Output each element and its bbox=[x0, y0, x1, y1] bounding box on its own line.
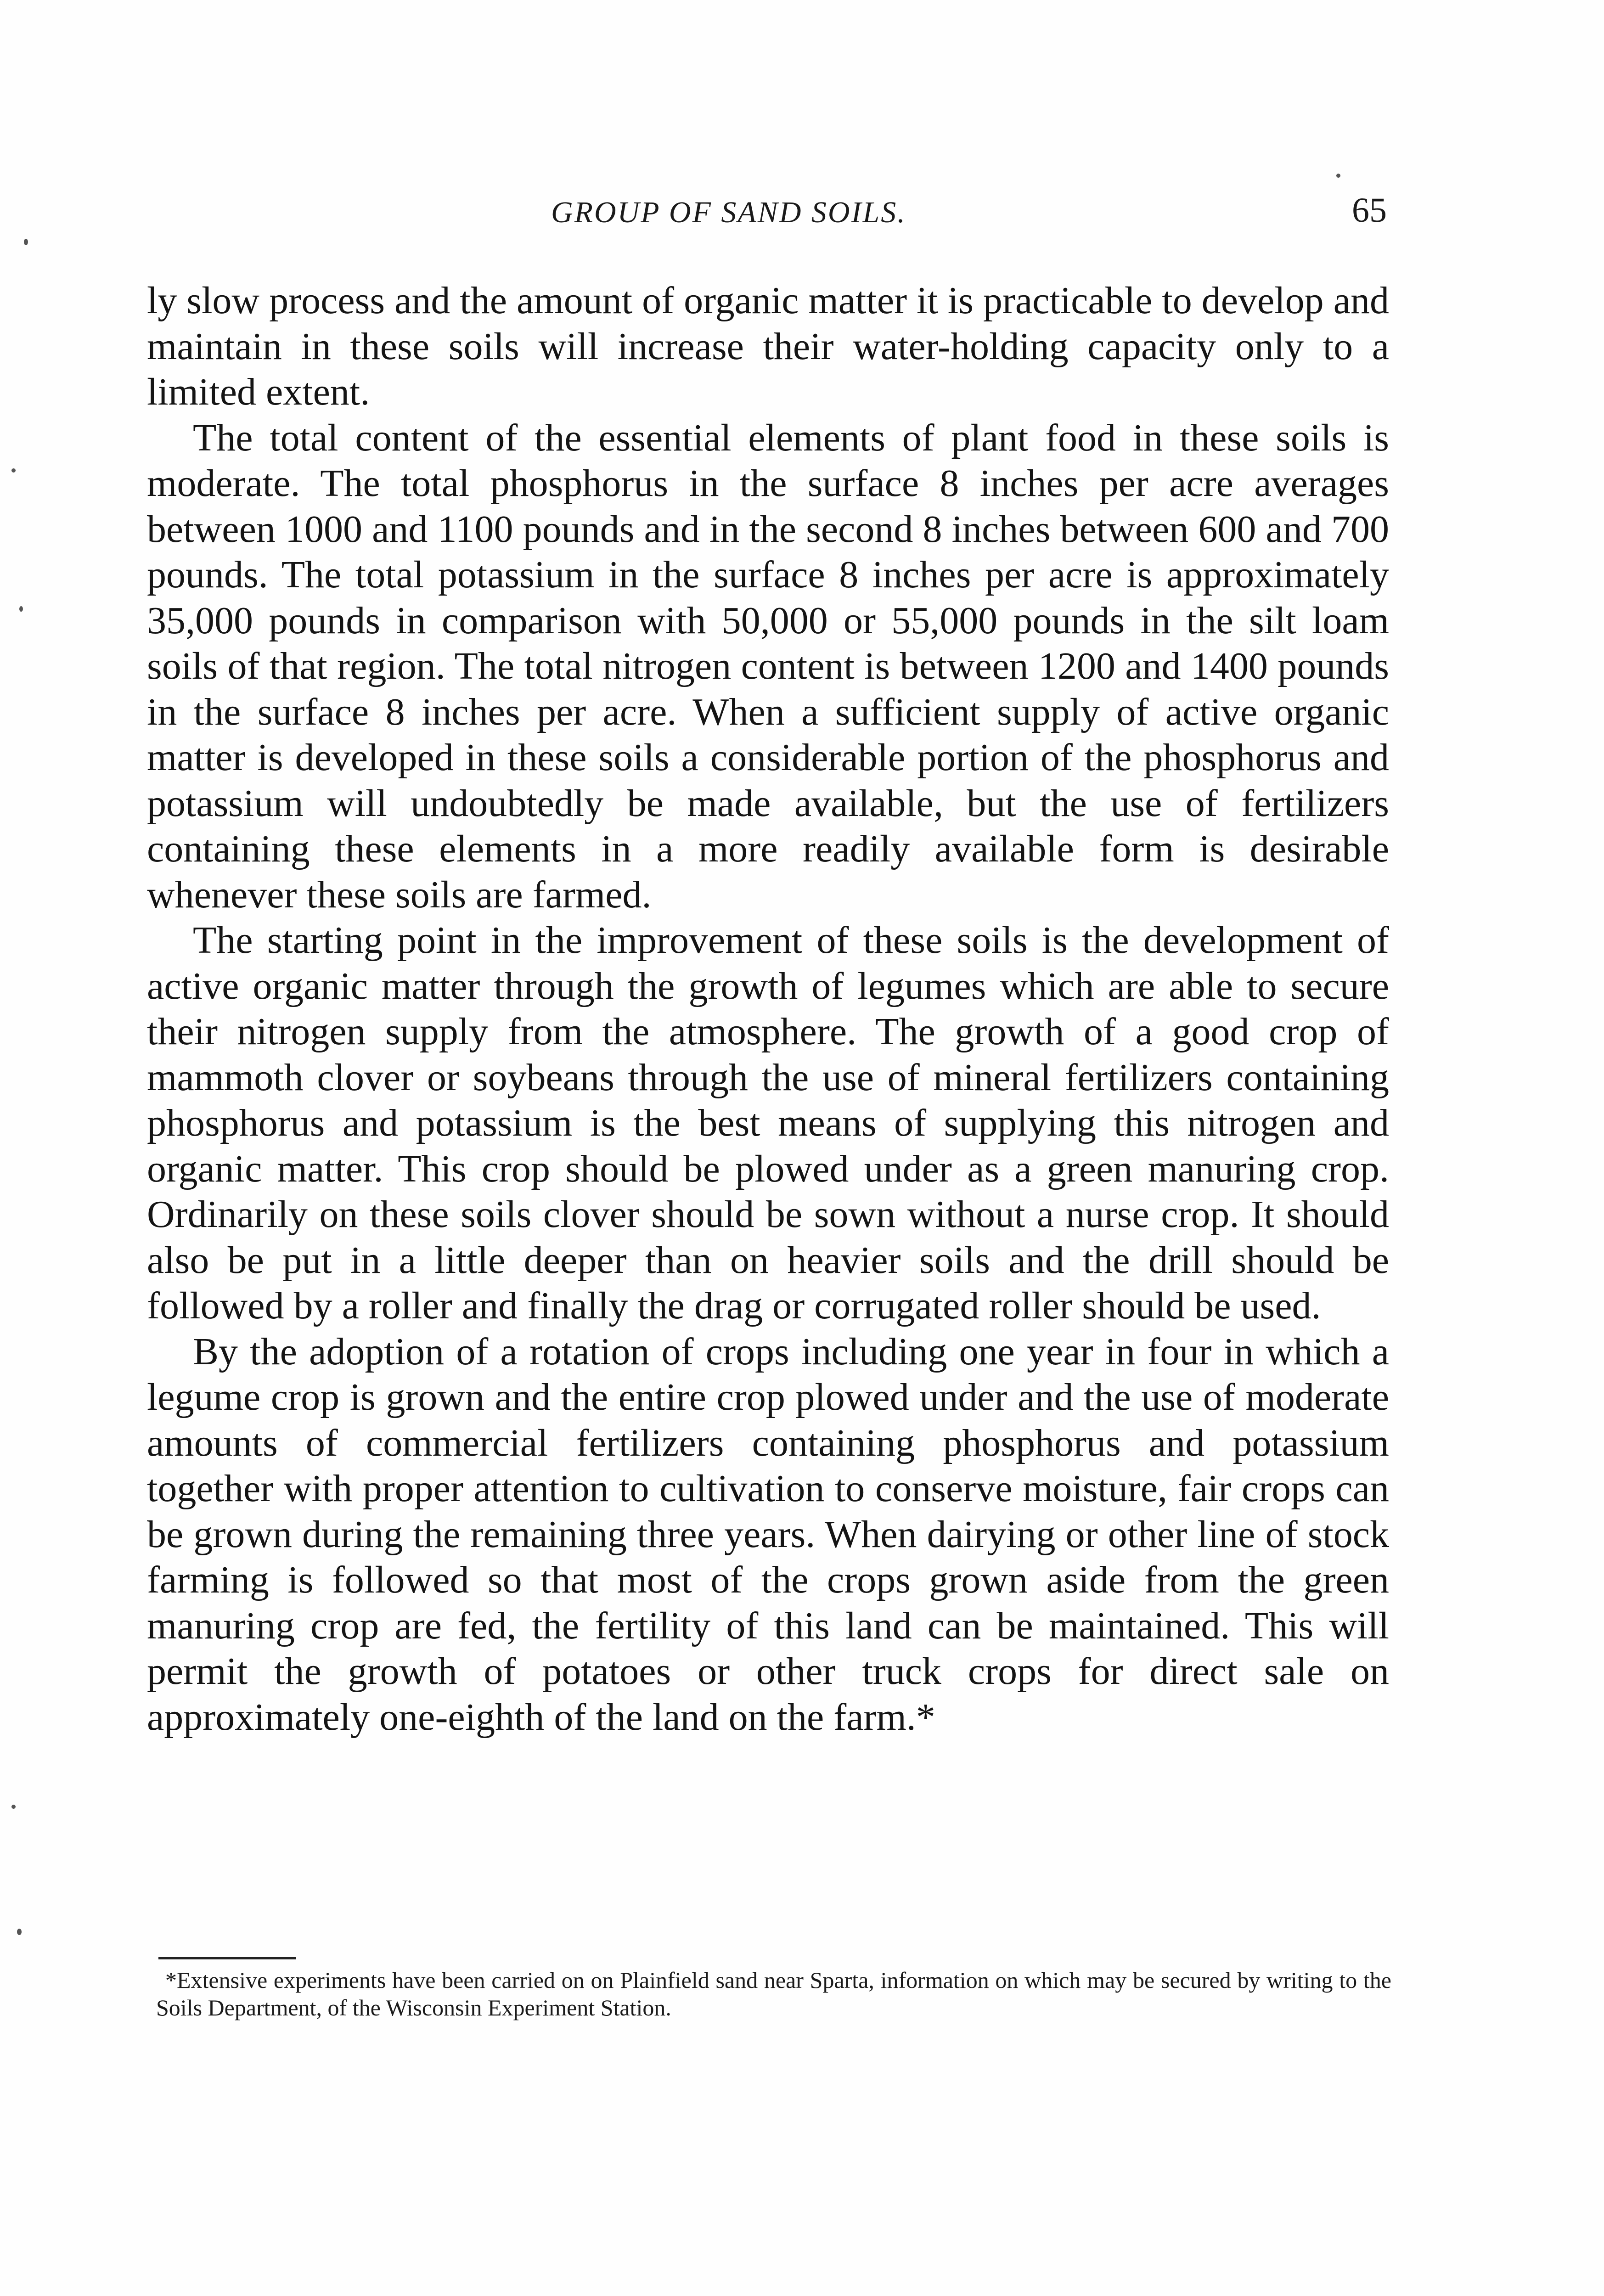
paragraph-rotation: By the adoption of a rotation of crops including one year in four in which a legume crop is grown and the entire crop plowed under and the use of moderate amounts of commercial fertilizers containing phosphorus and potassium together with proper attention to cultivation to conserve moisture, fair crops can be grown during the remaining three years. When dairying or other line of stock farming is followed so that most of the crops grown aside from the green manuring crop are fed, the fertility of this land can be maintained. This will permit the growth of potatoes or other truck crops for direct sale on approximately one-eighth of the land on the farm.* bbox=[147, 1330, 1389, 1739]
paragraph-continuation: ly slow process and the amount of organic matter it is practicable to develop and maintain in these soils will increase their water-holding capacity only to a limited extent. bbox=[147, 279, 1389, 413]
print-speck bbox=[1336, 174, 1340, 178]
print-speck bbox=[19, 606, 23, 612]
footnote-text: *Extensive experiments have been carried on on Plainfield sand near Sparta, information on which may be secured by writing to the Soils Department, of the Wisconsin Experiment Station. bbox=[156, 1967, 1391, 2020]
print-speck bbox=[11, 468, 16, 473]
paragraph-plant-food: The total content of the essential elements of plant food in these soils is moderate. The total phosphorus in the surface 8 inches per acre averages between 1000 and 1100 pounds and in the second 8 inches between 600 and 700 pounds. The total potassium in the surface 8 inches per acre is approximately 35,000 pounds in comparison with 50,000 or 55,000 pounds in the silt loam soils of that region. The total nitrogen content is between 1200 and 1400 pounds in the surface 8 inches per acre. When a sufficient supply of active organic matter is developed in these soils a considerable portion of the phosphorus and potassium will undoubtedly be made available, but the use of fertilizers containing these elements in a more readily available form is desirable whenever these soils are farmed. bbox=[147, 416, 1389, 916]
page-number: 65 bbox=[1352, 191, 1387, 230]
page-header bbox=[147, 191, 1387, 246]
print-speck bbox=[24, 239, 28, 245]
paragraph-improvement: The starting point in the improvement of these soils is the development of active organic matter through the growth of legumes which are able to secure their nitrogen supply from the atmosphere. The growth of a good crop of mammoth clover or soybeans through the use of mineral fertilizers containing phosphorus and potassium is the best means of supplying this nitrogen and organic matter. This crop should be plowed under as a green manuring crop. Ordinarily on these soils clover should be sown without a nurse crop. It should also be put in a little deeper than on heavier soils and the drill should be followed by a roller and finally the drag or corrugated roller should be used. bbox=[147, 919, 1389, 1327]
body-text bbox=[147, 278, 1389, 1740]
footnote bbox=[156, 1966, 1391, 2021]
print-speck bbox=[11, 1805, 16, 1809]
print-speck bbox=[17, 1929, 22, 1935]
running-title: GROUP OF SAND SOILS. bbox=[551, 196, 906, 229]
footnote-divider bbox=[158, 1957, 296, 1959]
